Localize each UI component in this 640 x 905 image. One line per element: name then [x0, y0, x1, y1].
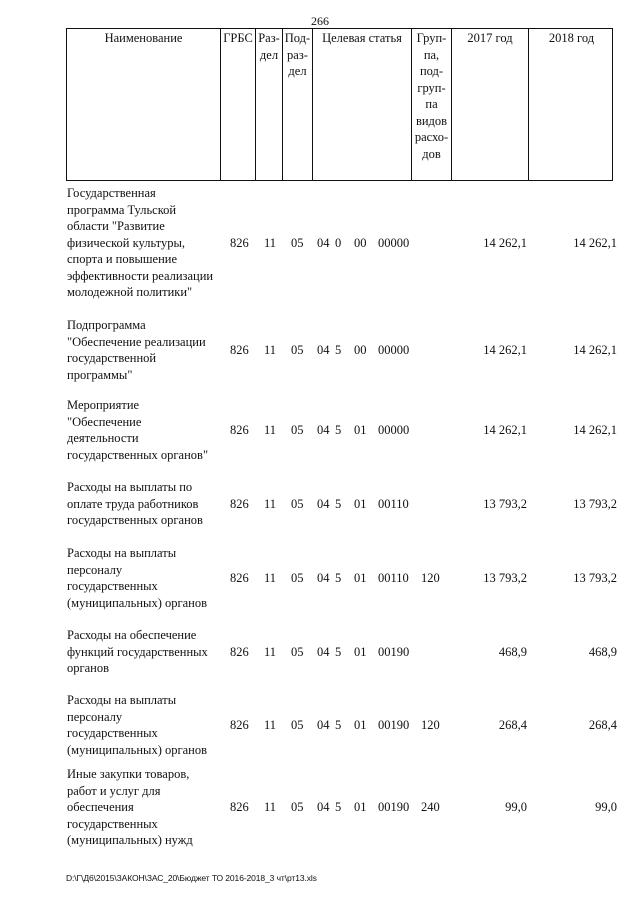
- table-row: [0, 317, 640, 397]
- header-line: раз-: [287, 47, 308, 62]
- target-direction-cell: 00110: [378, 570, 409, 585]
- target-program-cell: 04: [317, 570, 330, 585]
- value-2018-cell: 14 262,1: [573, 342, 617, 357]
- section-cell: 11: [264, 342, 277, 357]
- target-direction-cell: 00190: [378, 644, 410, 659]
- grbs-cell: 826: [230, 570, 249, 585]
- row-name-line: эффективности реализации: [67, 268, 214, 283]
- header-target: [313, 29, 412, 180]
- header-line: Раз-: [258, 31, 280, 45]
- target-event-cell: 00: [354, 342, 367, 357]
- row-name-line: Мероприятие: [67, 398, 140, 412]
- row-name-line: Расходы на выплаты по: [67, 480, 193, 494]
- group-cell: 120: [421, 570, 440, 585]
- value-2017-cell: 14 262,1: [483, 422, 527, 437]
- row-name: [67, 545, 227, 611]
- row-name-line: государственных органов": [67, 447, 209, 462]
- row-name-line: физической культуры,: [67, 235, 185, 250]
- section-cell: 11: [264, 644, 277, 659]
- target-event-cell: 00: [354, 235, 367, 250]
- row-name-line: Расходы на выплаты: [67, 546, 177, 560]
- header-line: 2018 год: [548, 31, 595, 45]
- value-2017-cell: 468,9: [498, 644, 527, 659]
- row-name: [67, 479, 227, 529]
- header-line: 2017 год: [467, 31, 513, 45]
- header-subsection: [283, 29, 313, 180]
- row-name-line: государственных органов: [67, 513, 203, 527]
- target-program-cell: 04: [317, 342, 330, 357]
- subsection-cell: 05: [291, 717, 304, 732]
- row-name-line: спорта и повышение: [67, 252, 178, 266]
- group-cell: 120: [421, 717, 440, 732]
- subsection-cell: 05: [291, 570, 304, 585]
- target-subprogram-cell: 5: [335, 342, 342, 357]
- row-name-line: области "Развитие: [67, 219, 165, 233]
- header-line: видов: [415, 113, 448, 128]
- grbs-cell: 826: [230, 496, 249, 511]
- value-2018-cell: 268,4: [588, 717, 617, 732]
- target-subprogram-cell: 5: [335, 800, 342, 814]
- target-event-cell: 01: [354, 644, 367, 659]
- file-path-footer: D:\Г\Д6\2015\ЗАКОН\ЗАС_20\Бюджет ТО 2016-2018_3 чт\рт13.xls: [66, 873, 317, 883]
- row-name-line: государственной: [67, 351, 157, 365]
- section-cell: 11: [264, 570, 277, 585]
- target-direction-cell: 00000: [378, 342, 410, 357]
- row-name-line: молодежной политики": [67, 285, 193, 299]
- value-2017-cell: 13 793,2: [483, 496, 527, 511]
- target-event-cell: 01: [354, 496, 367, 511]
- header-grbs: [221, 29, 256, 180]
- value-2017-cell: 14 262,1: [483, 235, 527, 250]
- target-direction-cell: 00190: [378, 800, 410, 814]
- header-line: дел: [288, 64, 307, 78]
- section-cell: 11: [264, 800, 277, 814]
- value-2017-cell: 14 262,1: [483, 342, 527, 357]
- header-line: груп-: [417, 80, 446, 95]
- grbs-cell: 826: [230, 342, 249, 357]
- row-name-line: "Обеспечение реализации: [67, 334, 206, 349]
- header-line: под-: [419, 64, 444, 78]
- target-event-cell: 01: [354, 717, 367, 732]
- table-row: [0, 545, 640, 625]
- header-line: Целевая статья: [322, 31, 402, 45]
- header-line: дов: [422, 146, 441, 161]
- row-name-line: органов: [67, 661, 110, 675]
- row-name-line: Подпрограмма: [67, 318, 146, 332]
- subsection-cell: 05: [291, 496, 304, 511]
- table-header: [66, 28, 613, 181]
- grbs-cell: 826: [230, 422, 249, 437]
- grbs-cell: 826: [230, 235, 249, 250]
- target-program-cell: 04: [317, 800, 330, 814]
- row-name-line: функций государственных: [67, 644, 208, 659]
- value-2017-cell: 99,0: [505, 800, 527, 814]
- target-program-cell: 04: [317, 235, 330, 250]
- target-subprogram-cell: 5: [335, 570, 342, 585]
- header-section: [256, 29, 283, 180]
- row-name: [67, 397, 227, 463]
- header-line: па,: [423, 47, 440, 62]
- value-2017-cell: 268,4: [498, 717, 527, 732]
- value-2018-cell: 468,9: [588, 644, 617, 659]
- row-name-line: (муниципальных) органов: [67, 742, 208, 757]
- row-name: [67, 185, 227, 301]
- header-line: па: [425, 97, 438, 111]
- header-line: Груп-: [416, 31, 447, 45]
- target-program-cell: 04: [317, 717, 330, 732]
- row-name-line: "Обеспечение: [67, 414, 142, 429]
- header-name: [67, 29, 221, 180]
- target-subprogram-cell: 5: [335, 644, 342, 659]
- section-cell: 11: [264, 496, 277, 511]
- row-name: [67, 317, 227, 383]
- target-program-cell: 04: [317, 496, 330, 511]
- subsection-cell: 05: [291, 235, 304, 250]
- table-row: [0, 185, 640, 299]
- grbs-cell: 826: [230, 717, 249, 732]
- row-name-line: программы": [67, 367, 133, 382]
- section-cell: 11: [264, 717, 277, 732]
- section-cell: 11: [264, 422, 277, 437]
- grbs-cell: 826: [230, 644, 249, 659]
- section-cell: 11: [264, 235, 277, 250]
- subsection-cell: 05: [291, 644, 304, 659]
- value-2018-cell: 99,0: [595, 800, 617, 814]
- target-direction-cell: 00000: [378, 235, 410, 250]
- row-name-line: персоналу: [67, 709, 123, 724]
- grbs-cell: 826: [230, 800, 249, 814]
- row-name-line: Иные закупки товаров,: [67, 767, 190, 781]
- row-name-line: персоналу: [67, 562, 123, 577]
- row-name-line: обеспечения: [67, 800, 134, 814]
- row-name-line: Государственная: [67, 186, 156, 200]
- row-name-line: Расходы на выплаты: [67, 693, 177, 707]
- row-name: [67, 692, 227, 758]
- target-direction-cell: 00190: [378, 717, 410, 732]
- row-name-line: деятельности: [67, 431, 139, 445]
- table-row: [0, 692, 640, 772]
- row-name-line: государственных: [67, 579, 158, 593]
- row-name: [67, 627, 227, 677]
- value-2017-cell: 13 793,2: [483, 570, 527, 585]
- value-2018-cell: 14 262,1: [573, 422, 617, 437]
- target-program-cell: 04: [317, 422, 330, 437]
- header-line: расхо-: [414, 130, 449, 144]
- value-2018-cell: 13 793,2: [573, 570, 617, 585]
- value-2018-cell: 13 793,2: [573, 496, 617, 511]
- target-event-cell: 01: [354, 800, 367, 814]
- target-event-cell: 01: [354, 422, 367, 437]
- row-name-line: государственных: [67, 726, 158, 740]
- header-group: [412, 29, 452, 180]
- row-name-line: программа Тульской: [67, 202, 177, 217]
- header-2018: [529, 29, 614, 180]
- row-name: [67, 766, 227, 849]
- header-line: Наименование: [104, 31, 183, 45]
- subsection-cell: 05: [291, 422, 304, 437]
- target-subprogram-cell: 5: [335, 422, 342, 437]
- group-cell: 240: [421, 800, 440, 814]
- target-subprogram-cell: 5: [335, 496, 342, 511]
- header-line: дел: [259, 47, 279, 62]
- target-direction-cell: 00000: [378, 422, 410, 437]
- target-direction-cell: 00110: [378, 496, 409, 511]
- header-2017: [452, 29, 529, 180]
- target-event-cell: 01: [354, 570, 367, 585]
- header-line: Под-: [284, 31, 311, 45]
- page-number: 266: [311, 14, 329, 28]
- row-name-line: (муниципальных) нужд: [67, 833, 193, 847]
- row-name-line: работ и услуг для: [67, 783, 161, 798]
- target-program-cell: 04: [317, 644, 330, 659]
- target-subprogram-cell: 5: [335, 717, 342, 732]
- row-name-line: государственных: [67, 816, 158, 831]
- value-2018-cell: 14 262,1: [573, 235, 617, 250]
- row-name-line: Расходы на обеспечение: [67, 628, 197, 642]
- row-name-line: (муниципальных) органов: [67, 595, 208, 610]
- subsection-cell: 05: [291, 342, 304, 357]
- subsection-cell: 05: [291, 800, 304, 814]
- table-row: [0, 766, 640, 846]
- header-line: ГРБС: [223, 31, 253, 45]
- target-subprogram-cell: 0: [335, 235, 342, 250]
- table-row: [0, 397, 640, 477]
- row-name-line: оплате труда работников: [67, 496, 199, 511]
